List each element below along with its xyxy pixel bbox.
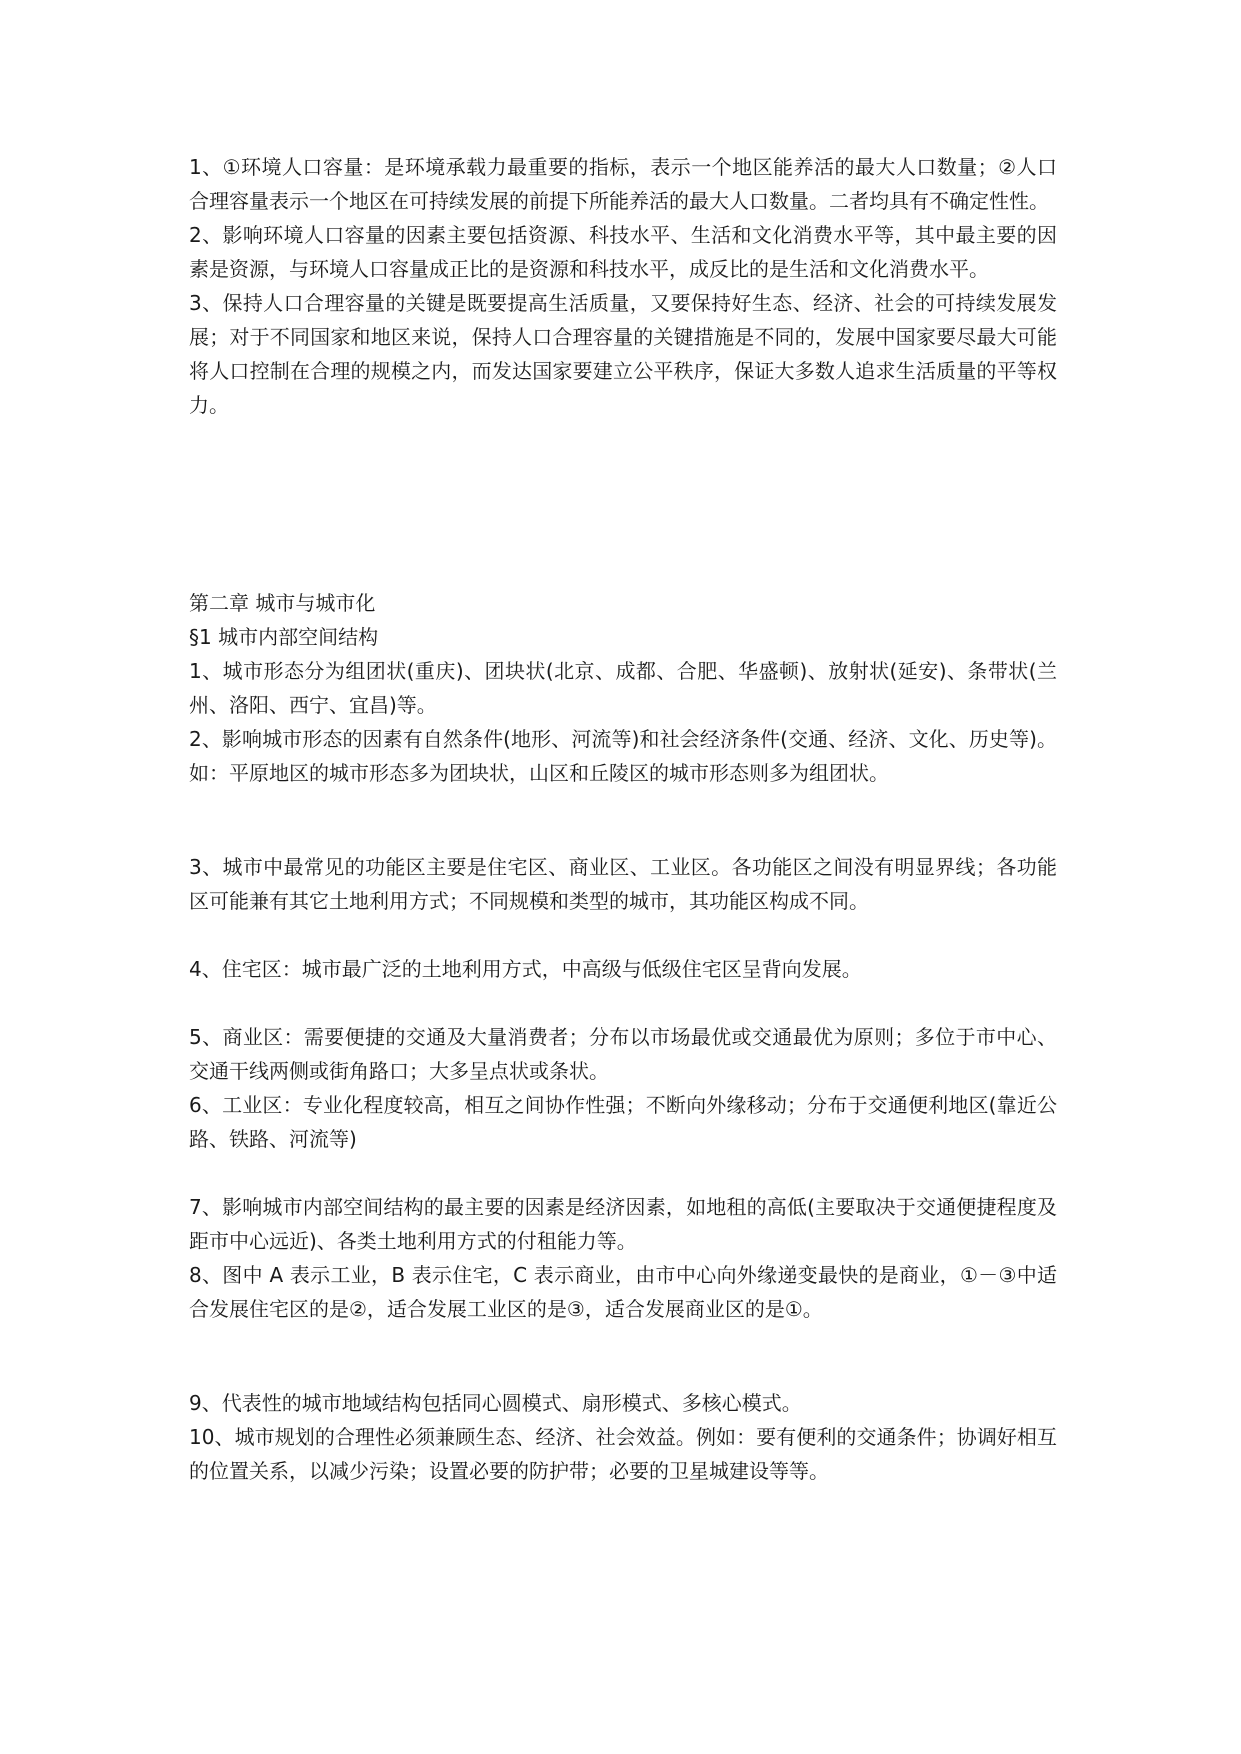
chapter2-item-3: 3、城市中最常见的功能区主要是住宅区、商业区、工业区。各功能区之间没有明显界线；各功能区可能兼有其它土地利用方式；不同规模和类型的城市，其功能区构成不同。: [189, 855, 1057, 913]
spacer: [189, 1156, 1057, 1190]
chapter2-item-10: 10、城市规划的合理性必须兼顾生态、经济、社会效益。例如：要有便利的交通条件；协调好相互的位置关系，以减少污染；设置必要的防护带；必要的卫星城建设等等。: [189, 1425, 1057, 1483]
chapter2-item-5: 5、商业区：需要便捷的交通及大量消费者；分布以市场最优或交通最优为原则；多位于市中心、交通干线两侧或街角路口；大多呈点状或条状。: [189, 1025, 1057, 1083]
chapter2-item-8: 8、图中 A 表示工业，B 表示住宅，C 表示商业，由市中心向外缘递变最快的是商业，①－③中适合发展住宅区的是②，适合发展工业区的是③，适合发展商业区的是①。: [189, 1263, 1057, 1321]
chapter2-item-1: 1、城市形态分为组团状(重庆)、团块状(北京、成都、合肥、华盛顿)、放射状(延安)、条带状(兰州、洛阳、西宁、宜昌)等。: [189, 659, 1057, 717]
paragraph-1: 1、①环境人口容量：是环境承载力最重要的指标，表示一个地区能养活的最大人口数量；②人口合理容量表示一个地区在可持续发展的前提下所能养活的最大人口数量。二者均具有不确定性性。: [189, 155, 1057, 213]
spacer: [189, 422, 1057, 586]
paragraph-2: 2、影响环境人口容量的因素主要包括资源、科技水平、生活和文化消费水平等，其中最主要的因素是资源，与环境人口容量成正比的是资源和科技水平，成反比的是生活和文化消费水平。: [189, 223, 1057, 281]
spacer: [189, 986, 1057, 1020]
chapter2-item-7: 7、影响城市内部空间结构的最主要的因素是经济因素，如地租的高低(主要取决于交通便捷程度及距市中心远近)、各类土地利用方式的付租能力等。: [189, 1195, 1057, 1253]
spacer: [189, 1326, 1057, 1386]
paragraph-3: 3、保持人口合理容量的关键是既要提高生活质量，又要保持好生态、经济、社会的可持续发展发展；对于不同国家和地区来说，保持人口合理容量的关键措施是不同的，发展中国家要尽最大可能将人口控制在合理的规模之内，而发达国家要建立公平秩序，保证大多数人追求生活质量的平等权力。: [189, 291, 1057, 417]
spacer: [189, 918, 1057, 952]
section-title: §1 城市内部空间结构: [189, 625, 379, 649]
chapter2-item-9: 9、代表性的城市地域结构包括同心圆模式、扇形模式、多核心模式。: [189, 1391, 802, 1415]
chapter2-item-4: 4、住宅区：城市最广泛的土地利用方式，中高级与低级住宅区呈背向发展。: [189, 957, 862, 981]
document-body: [189, 150, 1057, 1488]
chapter2-item-6: 6、工业区：专业化程度较高，相互之间协作性强；不断向外缘移动；分布于交通便利地区(靠近公路、铁路、河流等): [189, 1093, 1057, 1151]
chapter-title: 第二章 城市与城市化: [189, 591, 376, 615]
spacer: [189, 790, 1057, 850]
chapter2-item-2: 2、影响城市形态的因素有自然条件(地形、河流等)和社会经济条件(交通、经济、文化、历史等)。如：平原地区的城市形态多为团块状，山区和丘陵区的城市形态则多为组团状。: [189, 727, 1057, 785]
